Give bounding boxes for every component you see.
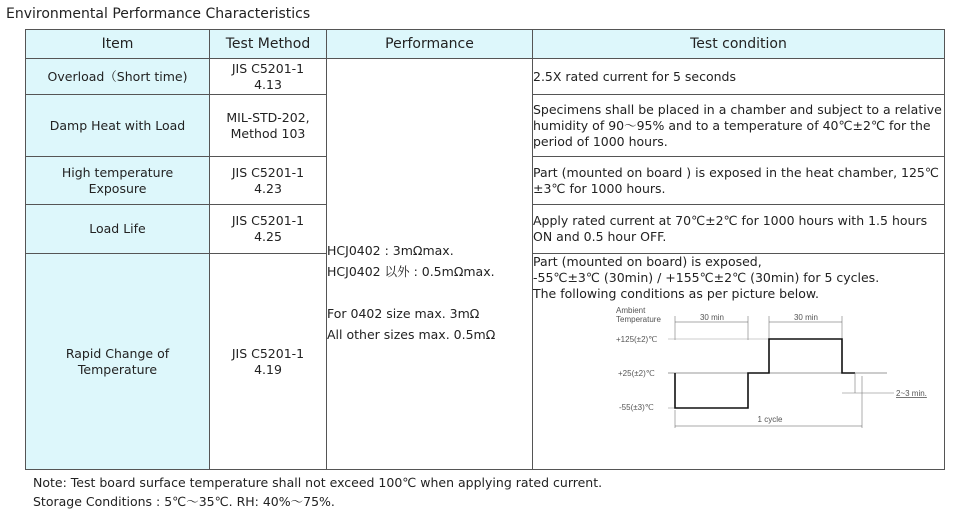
cycle-label: 1 cycle [757,415,783,424]
performance-line: HCJ0402 : 3mΩmax. [327,243,454,258]
header-item: Item [26,30,210,59]
level-high-label: +125(±2)℃ [616,335,658,344]
item-line: Temperature [77,361,158,377]
method-line: JIS C5201-1 [231,345,305,361]
method-line: 4.13 [254,76,282,92]
condition-damp-heat: Specimens shall be placed in a chamber and subject to a relative humidity of 90～95% and to a temperature of 40℃±2℃ for the period of 1000 hours. [533,95,945,157]
duration-label: 30 min [793,313,819,322]
table-row [26,59,945,95]
method-line: JIS C5201-1 [231,60,305,76]
condition-overload: 2.5X rated current for 5 seconds [533,59,945,95]
condition-line: Part (mounted on board) is exposed, [533,254,762,269]
header-row [26,30,945,59]
item-load-life: Load Life [26,205,210,254]
method-cell [210,59,327,95]
item-line: Rapid Change of [65,345,170,361]
condition-rapid-change [533,254,945,470]
ambient-label: Ambient [616,306,646,315]
condition-line: -55℃±3℃ (30min) / +155℃±2℃ (30min) for 5 cycles. [533,270,880,285]
note-line: Storage Conditions : 5℃～35℃. RH: 40%～75%. [33,494,335,509]
header-test-method: Test Method [210,30,327,59]
temperature-cycle-diagram [604,306,930,436]
performance-table [25,29,945,470]
transition-label: 2~3 min. [896,389,927,398]
duration-label: 30 min [699,313,725,322]
method-cell [210,205,327,254]
level-mid-label: +25(±2)℃ [618,369,655,378]
item-high-temperature [26,157,210,205]
method-line: 4.19 [254,361,282,377]
method-line: MIL-STD-202, [226,109,310,125]
method-cell [210,157,327,205]
method-line: JIS C5201-1 [231,213,305,228]
condition-line: The following conditions as per picture below. [533,286,819,301]
method-line: 4.23 [254,180,282,196]
header-test-condition: Test condition [533,30,945,59]
item-damp-heat: Damp Heat with Load [26,95,210,157]
method-line: 4.25 [254,229,282,244]
method-line: JIS C5201-1 [231,164,305,180]
header-performance: Performance [327,30,533,59]
temperature-profile-line [675,339,855,408]
method-cell [210,254,327,470]
method-cell [210,95,327,157]
note-line: Note: Test board surface temperature shall not exceed 100℃ when applying rated current. [33,475,603,490]
ambient-label: Temperature [616,315,661,324]
performance-line: All other sizes max. 0.5mΩ [327,326,496,342]
item-line: Exposure [88,180,147,196]
performance-cell [327,59,533,470]
condition-load-life: Apply rated current at 70℃±2℃ for 1000 hours with 1.5 hours ON and 0.5 hour OFF. [533,205,945,254]
item-rapid-change [26,254,210,470]
item-line: High temperature [61,164,174,180]
item-overload: Overload（Short time) [26,59,210,95]
performance-line: HCJ0402 以外 : 0.5mΩmax. [327,263,495,279]
method-line: Method 103 [230,125,306,141]
page-title: Environmental Performance Characteristics [6,6,311,22]
level-low-label: -55(±3)℃ [619,403,654,412]
condition-high-temperature: Part (mounted on board ) is exposed in the heat chamber, 125℃ ±3℃ for 1000 hours. [533,157,945,205]
footnotes [33,473,602,511]
performance-line: For 0402 size max. 3mΩ [327,306,480,321]
